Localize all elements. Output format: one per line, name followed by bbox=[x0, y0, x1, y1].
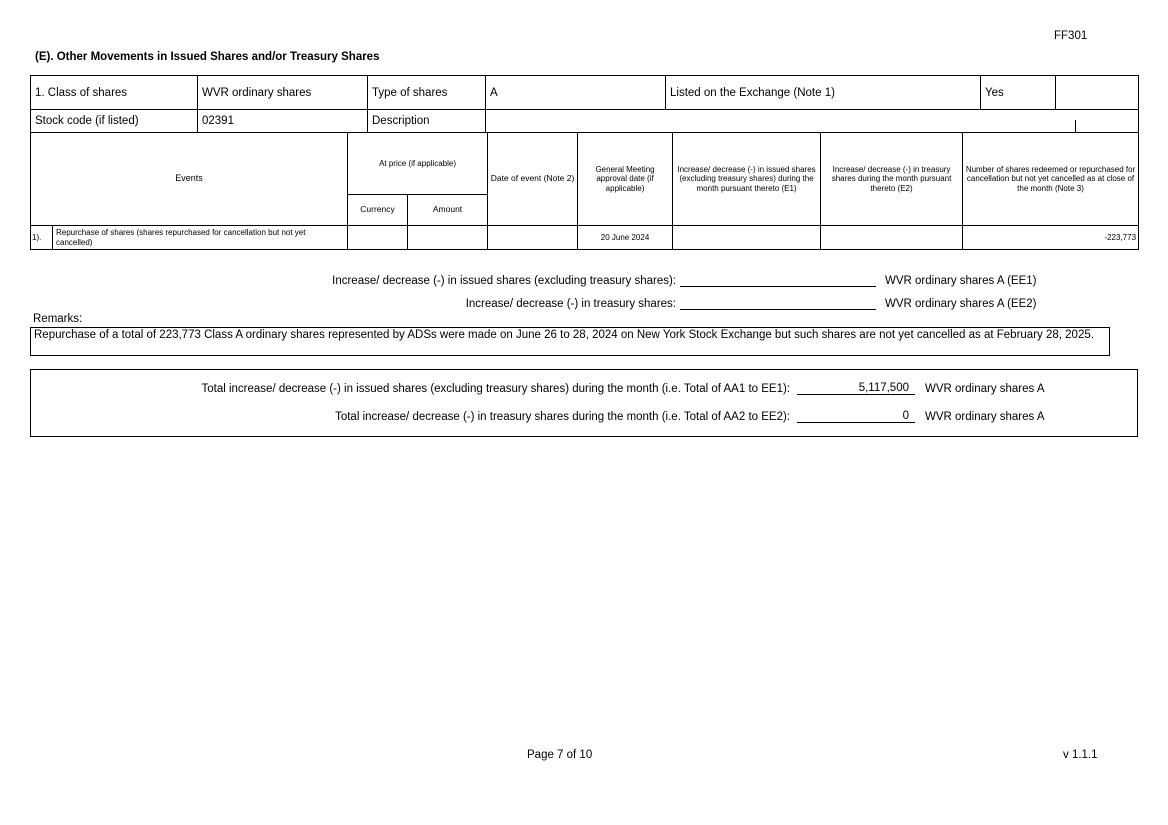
info-row-1 bbox=[31, 76, 1139, 110]
event-description: Repurchase of shares (shares repurchased for cancellation but not yet cancelled) bbox=[53, 226, 348, 250]
info-row-2 bbox=[31, 110, 1139, 133]
section-title: (E). Other Movements in Issued Shares and/or Treasury Shares bbox=[35, 51, 380, 63]
amount-header: Amount bbox=[408, 195, 488, 226]
total-issued-value: 5,117,500 bbox=[797, 382, 915, 395]
cell-divider bbox=[1075, 120, 1076, 132]
events-header-row-1 bbox=[31, 133, 1139, 195]
type-of-shares-value: A bbox=[486, 76, 666, 110]
event-gm-approval-date-cell: 20 June 2024 bbox=[578, 226, 673, 250]
events-header: Events bbox=[31, 133, 348, 226]
ee1-label: Increase/ decrease (-) in issued shares (excluding treasury shares): bbox=[332, 275, 676, 287]
stock-code-table bbox=[30, 109, 1139, 133]
shares-tables bbox=[30, 75, 1138, 250]
e1-header: Increase/ decrease (-) in issued shares (excluding treasury shares) during the month pursuant thereto (E1) bbox=[673, 133, 821, 226]
listed-on-exchange-value: Yes bbox=[981, 76, 1056, 110]
date-of-event-header: Date of event (Note 2) bbox=[488, 133, 578, 226]
page-number: Page 7 of 10 bbox=[527, 749, 593, 761]
class-of-shares-value: WVR ordinary shares bbox=[198, 76, 368, 110]
description-label: Description bbox=[368, 110, 486, 133]
total-issued-label: Total increase/ decrease (-) in issued shares (excluding treasury shares) during the month (i.e. Total of AA1 to EE1): bbox=[201, 383, 790, 395]
total-issued-unit: WVR ordinary shares A bbox=[925, 383, 1045, 395]
note3-header: Number of shares redeemed or repurchased for cancellation but not yet cancelled as at close of the month (Note 3) bbox=[963, 133, 1139, 226]
total-treasury-label: Total increase/ decrease (-) in treasury shares during the month (i.e. Total of AA2 to EE2): bbox=[335, 411, 790, 423]
stock-code-label: Stock code (if listed) bbox=[31, 110, 198, 133]
description-value-cell bbox=[486, 110, 1139, 133]
remarks-text: Repurchase of a total of 223,773 Class A ordinary shares represented by ADSs were made on June 26 to 28, 2024 on New York Stock Exchange but such shares are not yet cancelled as at February 28, 2025. bbox=[34, 329, 1094, 341]
events-table bbox=[30, 132, 1139, 250]
event-date-cell bbox=[488, 226, 578, 250]
event-row bbox=[31, 226, 1139, 250]
info-row1-empty-cell bbox=[1056, 76, 1139, 110]
type-of-shares-label: Type of shares bbox=[368, 76, 486, 110]
stock-code-value: 02391 bbox=[198, 110, 368, 133]
totals-box bbox=[30, 369, 1138, 437]
at-price-header: At price (if applicable) bbox=[348, 133, 488, 195]
remarks-label: Remarks: bbox=[33, 313, 83, 325]
total-treasury-line bbox=[31, 404, 1137, 423]
class-of-shares-table bbox=[30, 75, 1139, 110]
gm-approval-date-header: General Meeting approval date (if applicable) bbox=[578, 133, 673, 226]
total-treasury-unit: WVR ordinary shares A bbox=[925, 411, 1045, 423]
event-note3-cell: -223,773 bbox=[963, 226, 1139, 250]
ee2-line bbox=[30, 295, 1036, 310]
event-amount-cell bbox=[408, 226, 488, 250]
ee2-value-line bbox=[680, 295, 876, 310]
ee1-value-line bbox=[680, 272, 876, 287]
total-issued-line bbox=[31, 376, 1137, 395]
event-e2-cell bbox=[821, 226, 963, 250]
listed-on-exchange-label: Listed on the Exchange (Note 1) bbox=[666, 76, 981, 110]
total-treasury-value: 0 bbox=[797, 410, 915, 423]
class-of-shares-label: 1. Class of shares bbox=[31, 76, 198, 110]
e2-header: Increase/ decrease (-) in treasury shares during the month pursuant thereto (E2) bbox=[821, 133, 963, 226]
version-number: v 1.1.1 bbox=[1063, 749, 1098, 761]
remarks-box bbox=[30, 327, 1110, 356]
form-code: FF301 bbox=[1054, 30, 1088, 42]
ee2-label: Increase/ decrease (-) in treasury shares: bbox=[465, 298, 676, 310]
event-currency-cell bbox=[348, 226, 408, 250]
ee1-line bbox=[30, 272, 1036, 287]
event-row-number: 1). bbox=[31, 226, 53, 250]
event-e1-cell bbox=[673, 226, 821, 250]
currency-header: Currency bbox=[348, 195, 408, 226]
ee1-unit: WVR ordinary shares A (EE1) bbox=[885, 275, 1037, 287]
ee2-unit: WVR ordinary shares A (EE2) bbox=[885, 298, 1037, 310]
